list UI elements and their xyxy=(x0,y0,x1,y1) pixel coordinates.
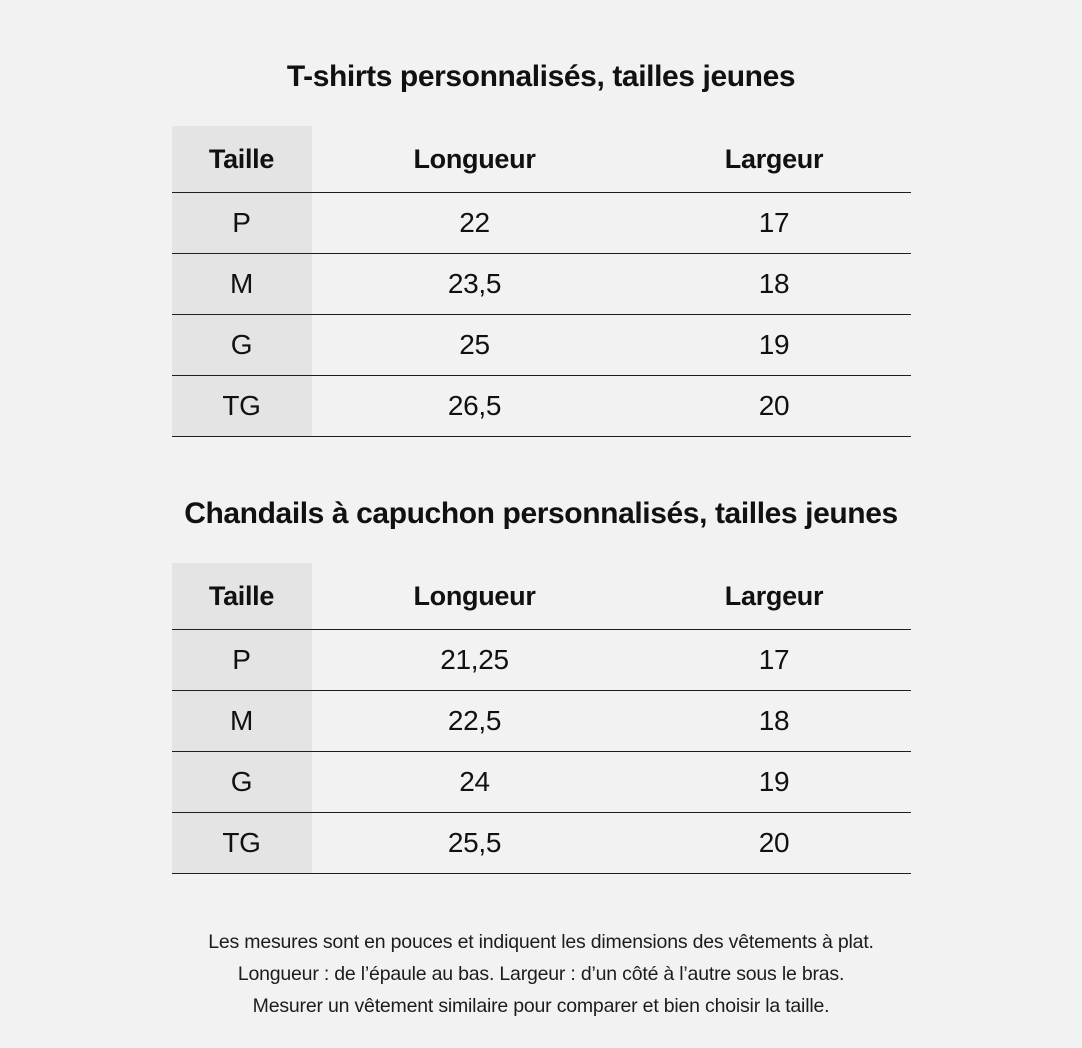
footnote-line: Mesurer un vêtement similaire pour comparer et bien choisir la taille. xyxy=(252,995,830,1017)
column-header-longueur: Longueur xyxy=(312,126,638,193)
table-row xyxy=(172,813,911,874)
size-cell: TG xyxy=(172,376,312,437)
tshirt-size-table xyxy=(172,126,911,437)
column-header-largeur: Largeur xyxy=(638,126,911,193)
header-row xyxy=(172,126,911,193)
width-cell: 20 xyxy=(638,813,911,874)
length-cell: 25,5 xyxy=(312,813,638,874)
table-row xyxy=(172,376,911,437)
table-row xyxy=(172,315,911,376)
width-cell: 20 xyxy=(638,376,911,437)
table-row xyxy=(172,254,911,315)
hoodie-size-table xyxy=(172,563,911,874)
width-cell: 19 xyxy=(638,315,911,376)
tshirt-size-section xyxy=(0,60,1082,437)
width-cell: 18 xyxy=(638,691,911,752)
length-cell: 22,5 xyxy=(312,691,638,752)
table-row xyxy=(172,193,911,254)
measurement-footnote xyxy=(0,926,1082,1022)
length-cell: 24 xyxy=(312,752,638,813)
size-cell: G xyxy=(172,752,312,813)
width-cell: 17 xyxy=(638,193,911,254)
size-cell: P xyxy=(172,630,312,691)
size-cell: M xyxy=(172,254,312,315)
length-cell: 21,25 xyxy=(312,630,638,691)
length-cell: 25 xyxy=(312,315,638,376)
size-cell: TG xyxy=(172,813,312,874)
width-cell: 17 xyxy=(638,630,911,691)
table-row xyxy=(172,630,911,691)
column-header-taille: Taille xyxy=(172,563,312,630)
table-row xyxy=(172,691,911,752)
length-cell: 22 xyxy=(312,193,638,254)
column-header-taille: Taille xyxy=(172,126,312,193)
table-row xyxy=(172,752,911,813)
size-cell: G xyxy=(172,315,312,376)
header-row xyxy=(172,563,911,630)
column-header-longueur: Longueur xyxy=(312,563,638,630)
footnote-line: Les mesures sont en pouces et indiquent les dimensions des vêtements à plat. xyxy=(208,931,874,953)
hoodie-size-section xyxy=(0,497,1082,874)
tshirt-table-title: T-shirts personnalisés, tailles jeunes xyxy=(286,60,796,93)
length-cell: 26,5 xyxy=(312,376,638,437)
footnote-line: Longueur : de l’épaule au bas. Largeur : d’un côté à l’autre sous le bras. xyxy=(237,963,845,985)
width-cell: 19 xyxy=(638,752,911,813)
column-header-largeur: Largeur xyxy=(638,563,911,630)
width-cell: 18 xyxy=(638,254,911,315)
length-cell: 23,5 xyxy=(312,254,638,315)
size-cell: P xyxy=(172,193,312,254)
size-cell: M xyxy=(172,691,312,752)
hoodie-table-title: Chandails à capuchon personnalisés, tailles jeunes xyxy=(184,497,898,530)
